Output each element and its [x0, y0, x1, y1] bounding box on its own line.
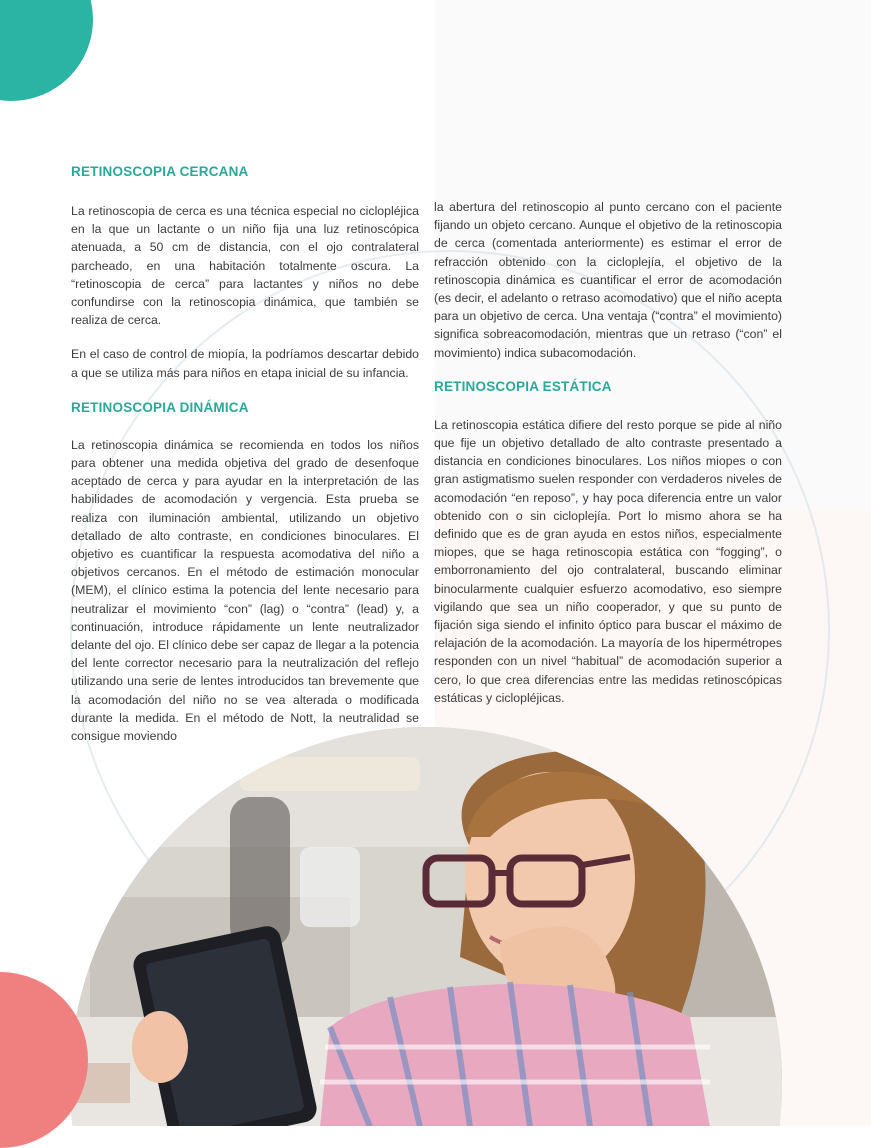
- heading-retinoscopia-cercana: RETINOSCOPIA CERCANA: [71, 164, 249, 179]
- heading-retinoscopia-dinamica: RETINOSCOPIA DINÁMICA: [71, 399, 249, 415]
- paragraph-dinamica-1: La retinoscopia dinámica se recomienda en todos los niños para obtener una medida objetiva del grado de desenfoque aceptado de cerca y para ayudar en la interpretación de las habilidades de acomodación y vergencia. Esta prueba se realiza con iluminación ambiental, utilizando un objetivo detallado de alto contraste, en condiciones binoculares. El objetivo es cuantificar la respuesta acomodativa del niño a objetivos cercanos. En el método de estimación monocular (MEM), el clínico estima la potencia del lente necesario para neutralizar el movimiento “con” (lag) o “contra” (lead) y, a continuación, introduce rápidamente un lente neutralizador delante del ojo. El clínico debe ser capaz de llegar a la potencia del lente corrector necesario para la neutralización del reflejo utilizando una serie de lentes introducidos tan brevemente que la acomodación del niño no se vea alterada o modificada durante la medida. En el método de Nott, la neutralidad se: [71, 437, 419, 725]
- photo-child-with-tablet: [70, 727, 782, 1126]
- paragraph-cercana-2: En el caso de control de miopía, la podríamos descartar debido a que se utiliza más para niños en etapa inicial de su infancia.: [71, 347, 419, 380]
- heading-retinoscopia-estatica: RETINOSCOPIA ESTÁTICA: [434, 378, 612, 394]
- paragraph-cercana-1: La retinoscopia de cerca es una técnica especial no ciclopléjica en la que un lactante o un niño fija una luz retinoscópica atenuada, a 50 cm de distancia, con el ojo contralateral parcheado, en una habitación totalmente oscura. La “retinoscopia de cerca” para lactantes y niños no debe confundirse con la retinoscopia dinámica, que también se realiza de cerca.: [71, 204, 419, 328]
- paragraph-dinamica-2: la abertura del retinoscopio al punto cercano con el paciente fijando un objeto cercano. Aunque el objetivo de la retinoscopia de cerca (comentada anteriormente) es estimar el error de refracción obtenido con la cicloplejía, el objetivo de la retinoscopia dinámica es cuantificar el error de acomodación (es decir, el adelanto o retraso acomodativo) que el niño acepta para un objetivo de cerca. Una ventaja (“contra” el movimiento) significa sobreacomodación, mientras que un retraso (“con” el movimiento) indica subacomodación.: [434, 200, 782, 360]
- right-column: [434, 198, 782, 707]
- paragraph-estatica-1: La retinoscopia estática difiere del resto porque se pide al niño que fije un objetivo detallado de alto contraste presentado a distancia en condiciones binoculares. Los niños miopes o con gran astigmatismo suelen responder con verdaderos niveles de acomodación “en reposo”, y hay poca diferencia entre un valor obtenido con o sin cicloplejía. Port lo mismo ahora se ha definido que es de gran ayuda en estos niños, especialmente miopes, que se haga retinoscopia estática con “fogging”, o emborronamiento del ojo contralateral, buscando eliminar binocularmente cualquier esfuerzo acomodativo, eso siempre vigilando que sea un niño cooperador, y que su punto de fijación siga siendo el infinito óptico para buscar el máximo de relajación de la acomodación. La mayoría de los hipermétropes responden con un nivel “habitual” de acomodación superior a cero, lo que crea diferencias entre las medidas retinoscópicas estáticas y ciclopléjicas.: [434, 417, 782, 705]
- child-tablet-illustration: [70, 727, 782, 1126]
- photo-circle-frame: [70, 727, 782, 1126]
- left-column: [71, 162, 419, 745]
